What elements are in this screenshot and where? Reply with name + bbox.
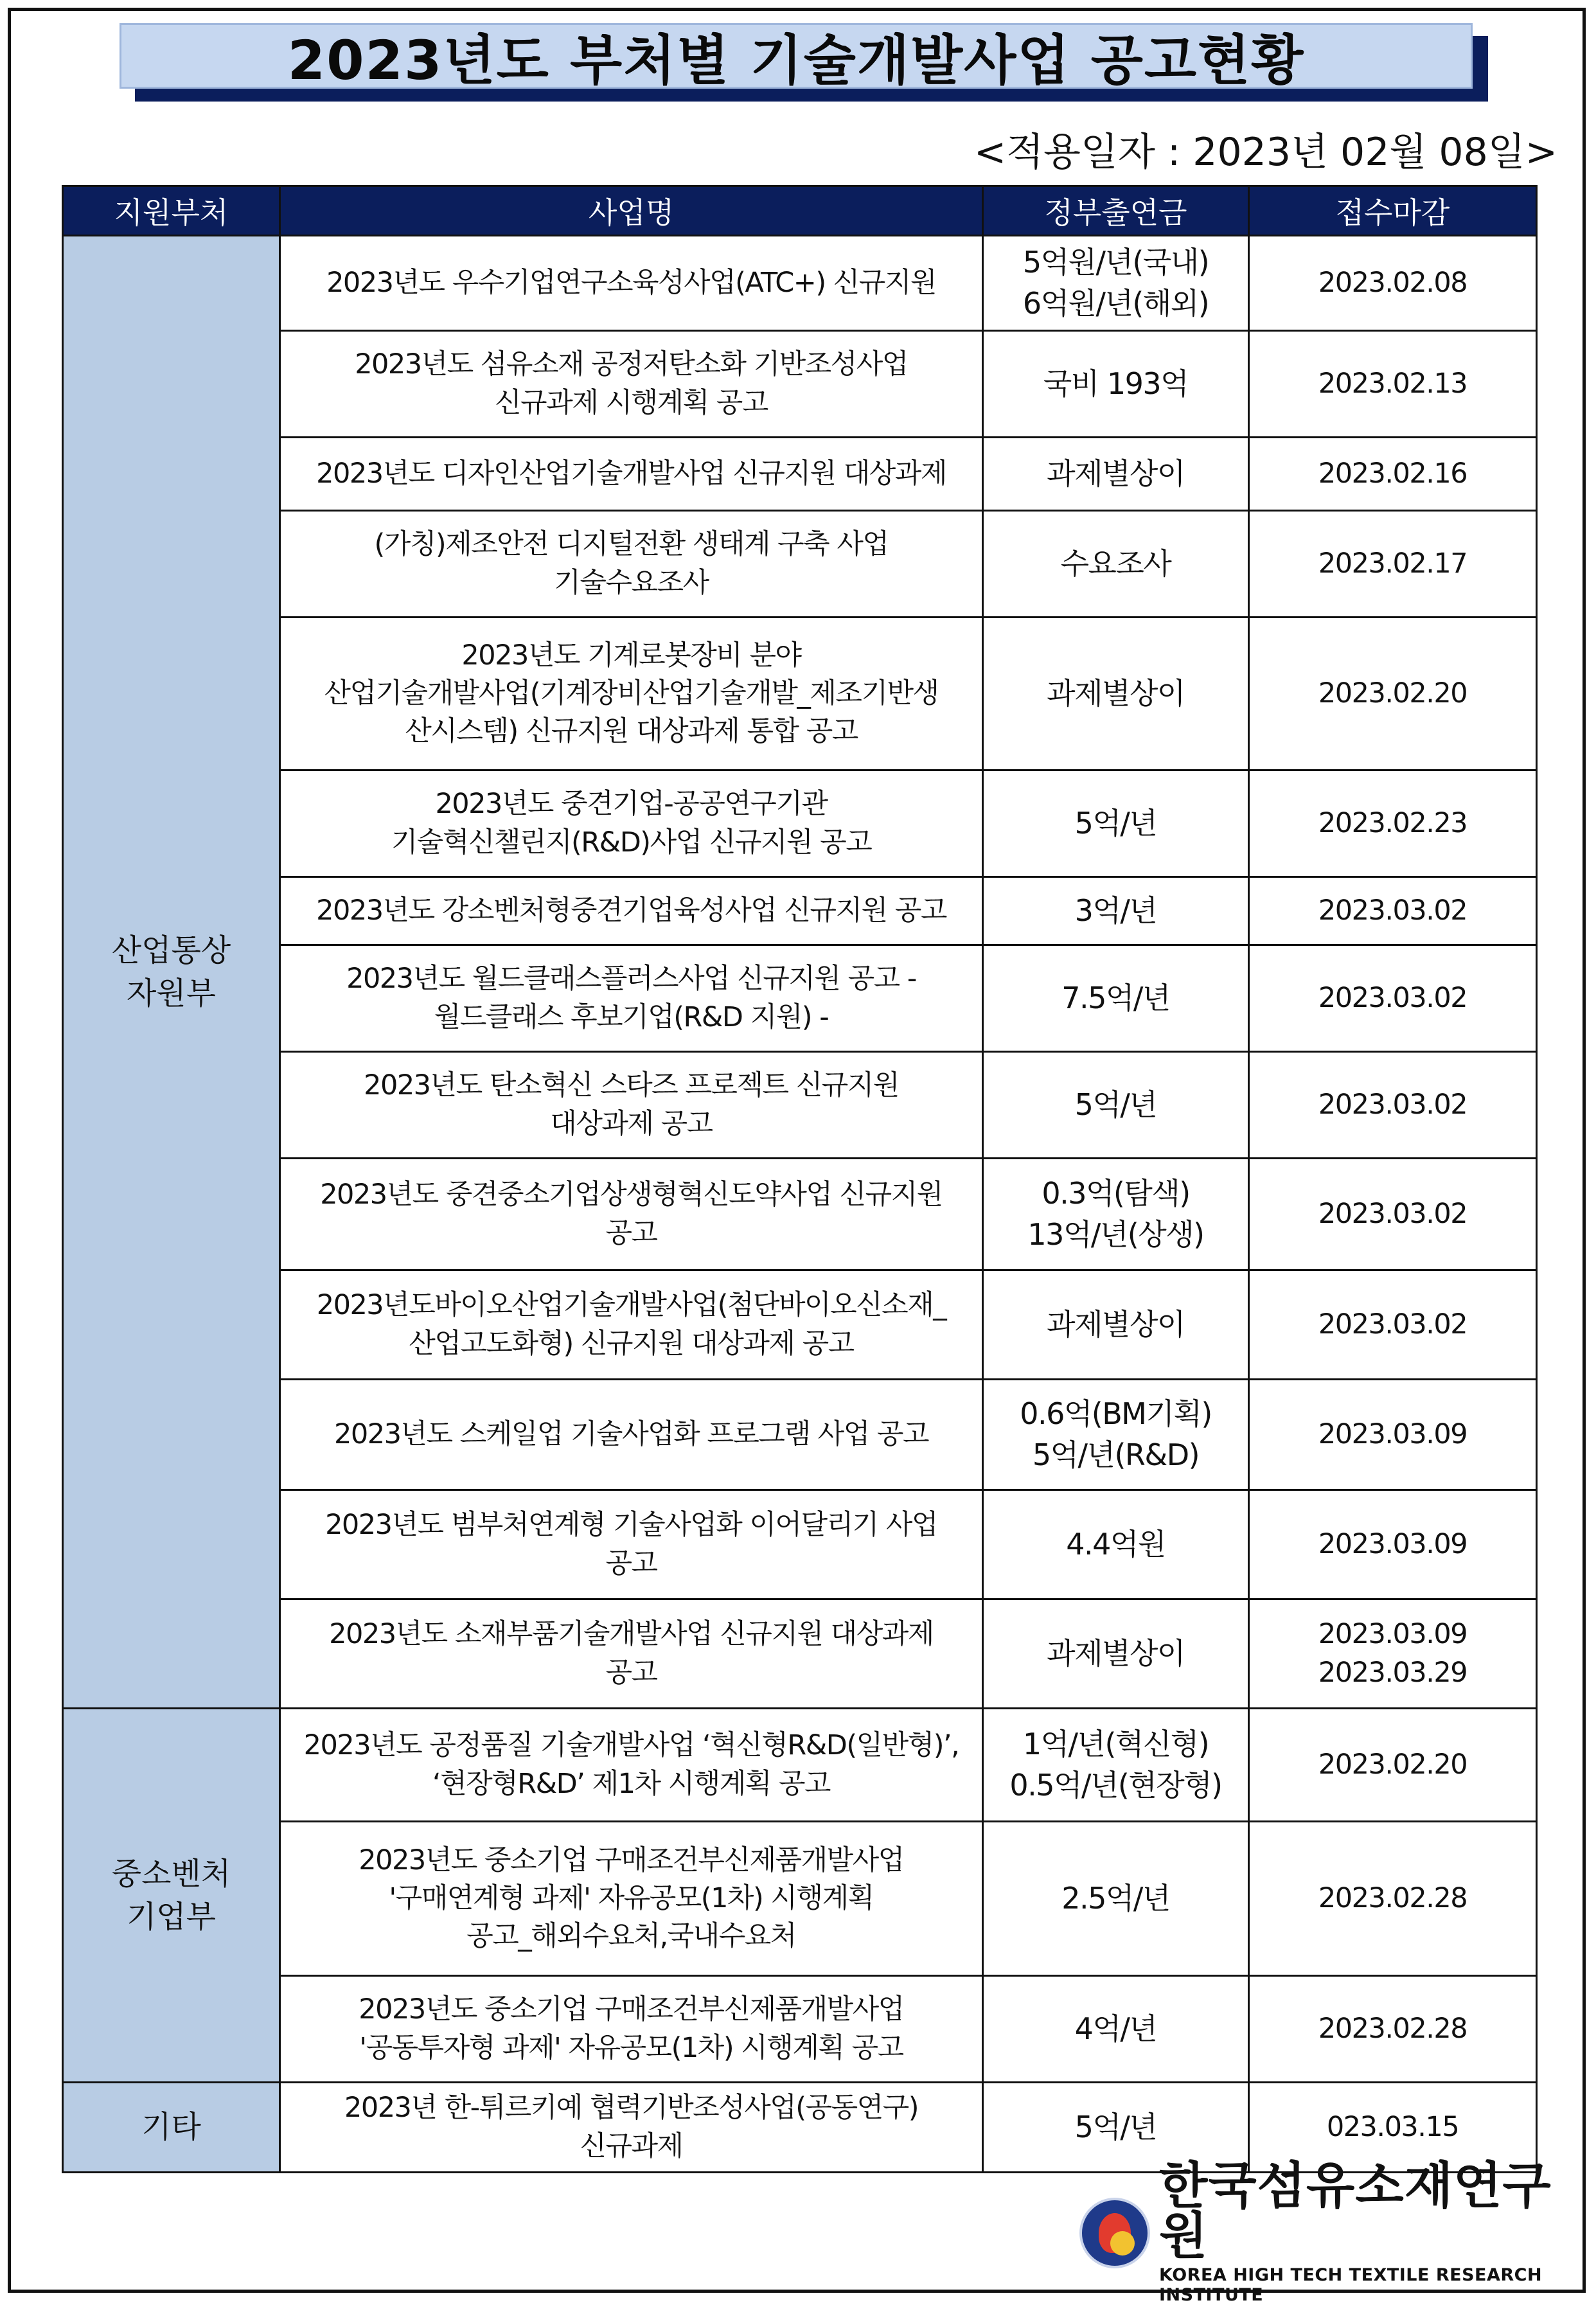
funding-amount: 0.3억(탐색) 13억/년(상생) [983, 1159, 1249, 1270]
deadline-date: 2023.03.02 [1249, 945, 1537, 1052]
department-cell: 산업통상 자원부 [63, 236, 280, 1709]
funding-amount: 3억/년 [983, 877, 1249, 945]
table-row [63, 1976, 1537, 2083]
project-name: 2023년도 중견기업-공공연구기관 기술혁신챌린지(R&D)사업 신규지원 공고 [280, 770, 983, 877]
funding-amount: 0.6억(BM기획) 5억/년(R&D) [983, 1380, 1249, 1490]
header-department: 지원부처 [63, 186, 280, 236]
project-name: 2023년도 탄소혁신 스타즈 프로젝트 신규지원 대상과제 공고 [280, 1052, 983, 1159]
funding-amount: 1억/년(혁신형) 0.5억/년(현장형) [983, 1709, 1249, 1822]
table-row [63, 511, 1537, 618]
deadline-date: 2023.02.13 [1249, 331, 1537, 438]
deadline-date: 2023.03.02 [1249, 1052, 1537, 1159]
funding-amount: 과제별상이 [983, 618, 1249, 770]
department-cell: 중소벤처 기업부 [63, 1709, 280, 2083]
announcement-table [62, 185, 1538, 2173]
table-row [63, 1380, 1537, 1490]
funding-amount: 4억/년 [983, 1976, 1249, 2083]
deadline-date: 2023.02.08 [1249, 236, 1537, 331]
project-name: 2023년도바이오산업기술개발사업(첨단바이오신소재_ 산업고도화형) 신규지원 대상과제 공고 [280, 1270, 983, 1380]
table-row [63, 618, 1537, 770]
funding-amount: 과제별상이 [983, 438, 1249, 511]
deadline-date: 2023.03.09 2023.03.29 [1249, 1599, 1537, 1709]
table-row [63, 1159, 1537, 1270]
funding-amount: 5억/년 [983, 1052, 1249, 1159]
deadline-date: 2023.02.16 [1249, 438, 1537, 511]
deadline-date: 2023.03.02 [1249, 1270, 1537, 1380]
funding-amount: 과제별상이 [983, 1599, 1249, 1709]
deadline-date: 2023.02.28 [1249, 1822, 1537, 1976]
funding-amount: 5억/년 [983, 770, 1249, 877]
table-row [63, 1270, 1537, 1380]
project-name: 2023년도 강소벤처형중견기업육성사업 신규지원 공고 [280, 877, 983, 945]
title-banner [120, 23, 1473, 92]
project-name: 2023년도 섬유소재 공정저탄소화 기반조성사업 신규과제 시행계획 공고 [280, 331, 983, 438]
deadline-date: 2023.02.17 [1249, 511, 1537, 618]
project-name: 2023년도 기계로봇장비 분야 산업기술개발사업(기계장비산업기술개발_제조기반생 산시스템) 신규지원 대상과제 통합 공고 [280, 618, 983, 770]
project-name: 2023년도 스케일업 기술사업화 프로그램 사업 공고 [280, 1380, 983, 1490]
funding-amount: 4.4억원 [983, 1490, 1249, 1599]
deadline-date: 2023.02.23 [1249, 770, 1537, 877]
funding-amount: 5억/년 [983, 2083, 1249, 2173]
logo-text [1159, 2157, 1568, 2305]
project-name: 2023년도 우수기업연구소육성사업(ATC+) 신규지원 [280, 236, 983, 331]
deadline-date: 2023.03.02 [1249, 877, 1537, 945]
table-row [63, 877, 1537, 945]
effective-date: <적용일자 : 2023년 02월 08일> [973, 130, 1557, 175]
logo-english-name: KOREA HIGH TECH TEXTILE RESEARCH INSTITUTE [1159, 2265, 1543, 2305]
table-header-row [63, 186, 1537, 236]
deadline-date: 2023.03.09 [1249, 1490, 1537, 1599]
department-cell: 기타 [63, 2083, 280, 2173]
table-row [63, 945, 1537, 1052]
table-row [63, 1599, 1537, 1709]
project-name: 2023년도 범부처연계형 기술사업화 이어달리기 사업 공고 [280, 1490, 983, 1599]
project-name: 2023년도 디자인산업기술개발사업 신규지원 대상과제 [280, 438, 983, 511]
logo-korean-name: 한국섬유소재연구원 [1159, 2157, 1552, 2265]
table-row [63, 438, 1537, 511]
header-funding: 정부출연금 [983, 186, 1249, 236]
header-project-name: 사업명 [280, 186, 983, 236]
deadline-date: 2023.02.20 [1249, 1709, 1537, 1822]
deadline-date: 2023.03.02 [1249, 1159, 1537, 1270]
deadline-date: 2023.02.28 [1249, 1976, 1537, 2083]
funding-amount: 국비 193억 [983, 331, 1249, 438]
project-name: 2023년도 공정품질 기술개발사업 ‘혁신형R&D(일반형)’, ‘현장형R&D’ 제1차 시행계획 공고 [280, 1709, 983, 1822]
project-name: 2023년도 소재부품기술개발사업 신규지원 대상과제 공고 [280, 1599, 983, 1709]
project-name: (가칭)제조안전 디지털전환 생태계 구축 사업 기술수요조사 [280, 511, 983, 618]
institute-emblem-icon [1079, 2198, 1150, 2268]
project-name: 2023년 한-튀르키예 협력기반조성사업(공동연구) 신규과제 [280, 2083, 983, 2173]
table-row [63, 236, 1537, 331]
deadline-date: 023.03.15 [1249, 2083, 1537, 2173]
table-row [63, 1709, 1537, 1822]
table-row [63, 1490, 1537, 1599]
project-name: 2023년도 중소기업 구매조건부신제품개발사업 '구매연계형 과제' 자유공모(1차) 시행계획 공고_해외수요처,국내수요처 [280, 1822, 983, 1976]
project-name: 2023년도 중견중소기업상생형혁신도약사업 신규지원 공고 [280, 1159, 983, 1270]
table-row [63, 770, 1537, 877]
deadline-date: 2023.03.09 [1249, 1380, 1537, 1490]
funding-amount: 수요조사 [983, 511, 1249, 618]
header-deadline: 접수마감 [1249, 186, 1537, 236]
funding-amount: 과제별상이 [983, 1270, 1249, 1380]
funding-amount: 7.5억/년 [983, 945, 1249, 1052]
table-row [63, 331, 1537, 438]
funding-amount: 5억원/년(국내) 6억원/년(해외) [983, 236, 1249, 331]
table-row [63, 1052, 1537, 1159]
funding-amount: 2.5억/년 [983, 1822, 1249, 1976]
project-name: 2023년도 중소기업 구매조건부신제품개발사업 '공동투자형 과제' 자유공모(1차) 시행계획 공고 [280, 1976, 983, 2083]
table-row [63, 1822, 1537, 1976]
page-title: 2023년도 부처별 기술개발사업 공고현황 [287, 28, 1305, 92]
institute-logo [1079, 2157, 1568, 2305]
deadline-date: 2023.02.20 [1249, 618, 1537, 770]
project-name: 2023년도 월드클래스플러스사업 신규지원 공고 - 월드클래스 후보기업(R&D 지원) - [280, 945, 983, 1052]
